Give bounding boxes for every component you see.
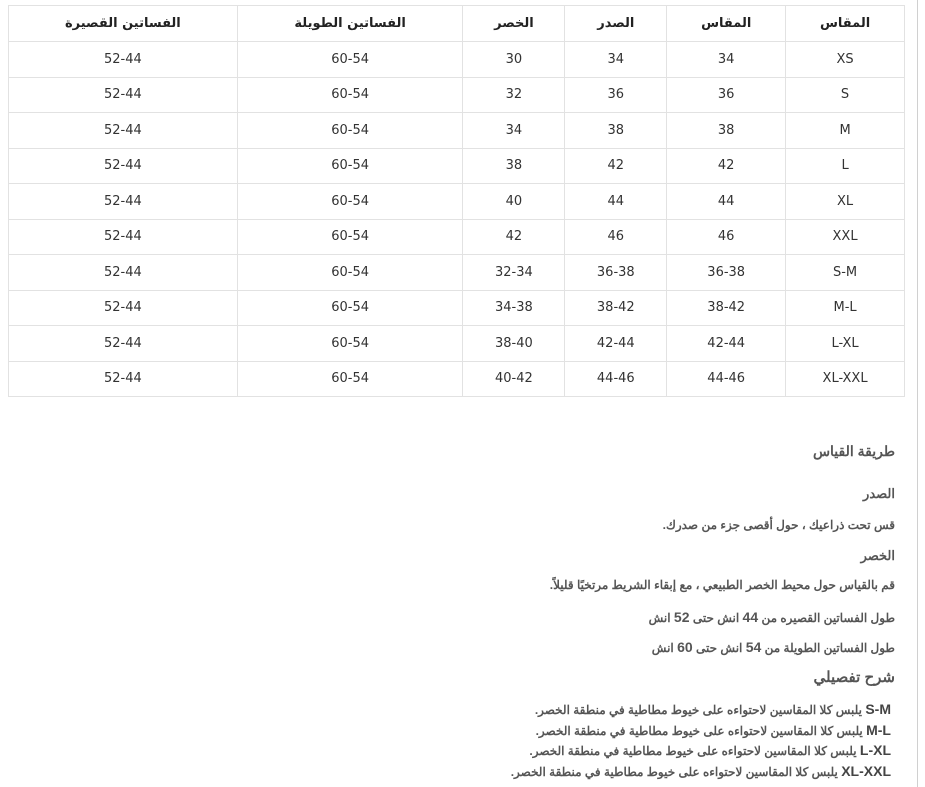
table-cell: 60-54 xyxy=(237,255,463,291)
table-cell: 30 xyxy=(463,42,565,78)
table-cell: 52-44 xyxy=(9,219,238,255)
table-cell: 38 xyxy=(667,113,786,149)
long-dress-length xyxy=(652,639,895,655)
table-cell: 42 xyxy=(463,219,565,255)
table-cell: S xyxy=(786,77,905,113)
table-cell: M xyxy=(786,113,905,149)
table-row xyxy=(9,361,905,397)
value: 54 xyxy=(745,639,762,655)
table-cell: 60-54 xyxy=(237,219,463,255)
table-cell: 52-44 xyxy=(9,148,238,184)
table-cell: XL-XXL xyxy=(786,361,905,397)
table-cell: 52-44 xyxy=(9,326,238,362)
table-cell: 36 xyxy=(667,77,786,113)
table-cell: 36-38 xyxy=(667,255,786,291)
table-cell: 38-42 xyxy=(565,290,667,326)
column-header: الفساتين القصيرة xyxy=(9,6,238,42)
table-cell: 60-54 xyxy=(237,326,463,362)
text: انش xyxy=(648,611,671,625)
table-cell: 52-44 xyxy=(9,113,238,149)
table-cell: 46 xyxy=(667,219,786,255)
table-cell: 42-44 xyxy=(565,326,667,362)
column-header: الخصر xyxy=(463,6,565,42)
table-cell: 52-44 xyxy=(9,361,238,397)
detail-text: يلبس كلا المقاسين لاحتواءه على خيوط مطاطية في منطقة الخصر. xyxy=(535,723,863,738)
waist-text: قم بالقياس حول محيط الخصر الطبيعي ، مع إبقاء الشريط مرتخيًا قليلاً. xyxy=(549,578,895,592)
table-cell: 38 xyxy=(463,148,565,184)
table-cell: 44 xyxy=(667,184,786,220)
detail-item xyxy=(511,762,891,783)
detail-size: M-L xyxy=(866,721,891,738)
table-cell: 52-44 xyxy=(9,77,238,113)
table-cell: 44 xyxy=(565,184,667,220)
table-cell: XS xyxy=(786,42,905,78)
table-cell: 38 xyxy=(565,113,667,149)
table-row xyxy=(9,326,905,362)
waist-title: الخصر xyxy=(860,548,895,563)
text: طول الفساتين القصيره من xyxy=(761,611,895,625)
column-header: المقاس xyxy=(786,6,905,42)
column-header: الفساتين الطويلة xyxy=(237,6,463,42)
table-cell: 40 xyxy=(463,184,565,220)
column-header: المقاس xyxy=(667,6,786,42)
table-cell: 34-38 xyxy=(463,290,565,326)
table-cell: 36-38 xyxy=(565,255,667,291)
table-cell: L xyxy=(786,148,905,184)
detail-text: يلبس كلا المقاسين لاحتواءه على خيوط مطاطية في منطقة الخصر. xyxy=(534,703,862,717)
table-row xyxy=(9,42,905,78)
table-row xyxy=(9,290,905,326)
text: انش حتى xyxy=(692,611,740,625)
short-dress-length xyxy=(649,609,895,625)
table-cell: 32 xyxy=(463,77,565,113)
table-cell: 42-44 xyxy=(667,326,786,362)
table-cell: 32-34 xyxy=(463,255,565,291)
value: 44 xyxy=(742,609,759,625)
table-cell: 52-44 xyxy=(9,184,238,220)
detail-size: S-M xyxy=(865,701,891,717)
table-cell: 38-40 xyxy=(463,326,565,362)
table-row xyxy=(9,77,905,113)
table-cell: 34 xyxy=(565,42,667,78)
text: طول الفساتين الطويلة من xyxy=(764,641,895,655)
detail-item xyxy=(511,741,891,762)
detail-size: L-XL xyxy=(859,742,891,758)
value: 60 xyxy=(677,639,693,655)
table-cell: 36 xyxy=(565,77,667,113)
table-cell: 52-44 xyxy=(9,255,238,291)
table-cell: 40-42 xyxy=(463,361,565,397)
detail-item xyxy=(511,721,891,742)
table-cell: 42 xyxy=(565,148,667,184)
table-cell: 60-54 xyxy=(237,148,463,184)
table-cell: 38-42 xyxy=(667,290,786,326)
detail-text: يلبس كلا المقاسين لاحتواءه على خيوط مطاطية في منطقة الخصر. xyxy=(510,764,838,779)
size-chart-table xyxy=(8,5,905,397)
table-cell: 34 xyxy=(463,113,565,149)
table-cell: L-XL xyxy=(786,326,905,362)
guide-title: طريقة القياس xyxy=(812,443,895,459)
table-row xyxy=(9,219,905,255)
table-cell: 44-46 xyxy=(565,361,667,397)
table-cell: 60-54 xyxy=(237,361,463,397)
table-cell: 60-54 xyxy=(237,77,463,113)
chest-title: الصدر xyxy=(863,486,895,501)
value: 52 xyxy=(673,609,690,625)
table-row xyxy=(9,148,905,184)
table-cell: 60-54 xyxy=(237,42,463,78)
table-row xyxy=(9,255,905,291)
table-cell: M-L xyxy=(786,290,905,326)
table-cell: XL xyxy=(786,184,905,220)
page-divider xyxy=(917,0,918,787)
detail-text: يلبس كلا المقاسين لاحتواءه على خيوط مطاطية في منطقة الخصر. xyxy=(529,744,857,758)
detail-item xyxy=(511,700,891,721)
table-header-row xyxy=(9,6,905,42)
detail-size: XL-XXL xyxy=(841,762,891,779)
table-cell: S-M xyxy=(786,255,905,291)
table-cell: 34 xyxy=(667,42,786,78)
table-cell: 44-46 xyxy=(667,361,786,397)
text: انش xyxy=(651,641,674,655)
table-cell: 46 xyxy=(565,219,667,255)
table-row xyxy=(9,113,905,149)
table-cell: 60-54 xyxy=(237,113,463,149)
table-cell: 60-54 xyxy=(237,290,463,326)
table-row xyxy=(9,184,905,220)
details-title: شرح تفصيلي xyxy=(813,669,895,686)
details-list xyxy=(511,700,891,782)
table-cell: XXL xyxy=(786,219,905,255)
table-cell: 60-54 xyxy=(237,184,463,220)
text: انش حتى xyxy=(696,641,743,655)
table-cell: 52-44 xyxy=(9,290,238,326)
table-cell: 52-44 xyxy=(9,42,238,78)
chest-text: قس تحت ذراعيك ، حول أقصى جزء من صدرك. xyxy=(662,518,895,532)
column-header: الصدر xyxy=(565,6,667,42)
table-cell: 42 xyxy=(667,148,786,184)
